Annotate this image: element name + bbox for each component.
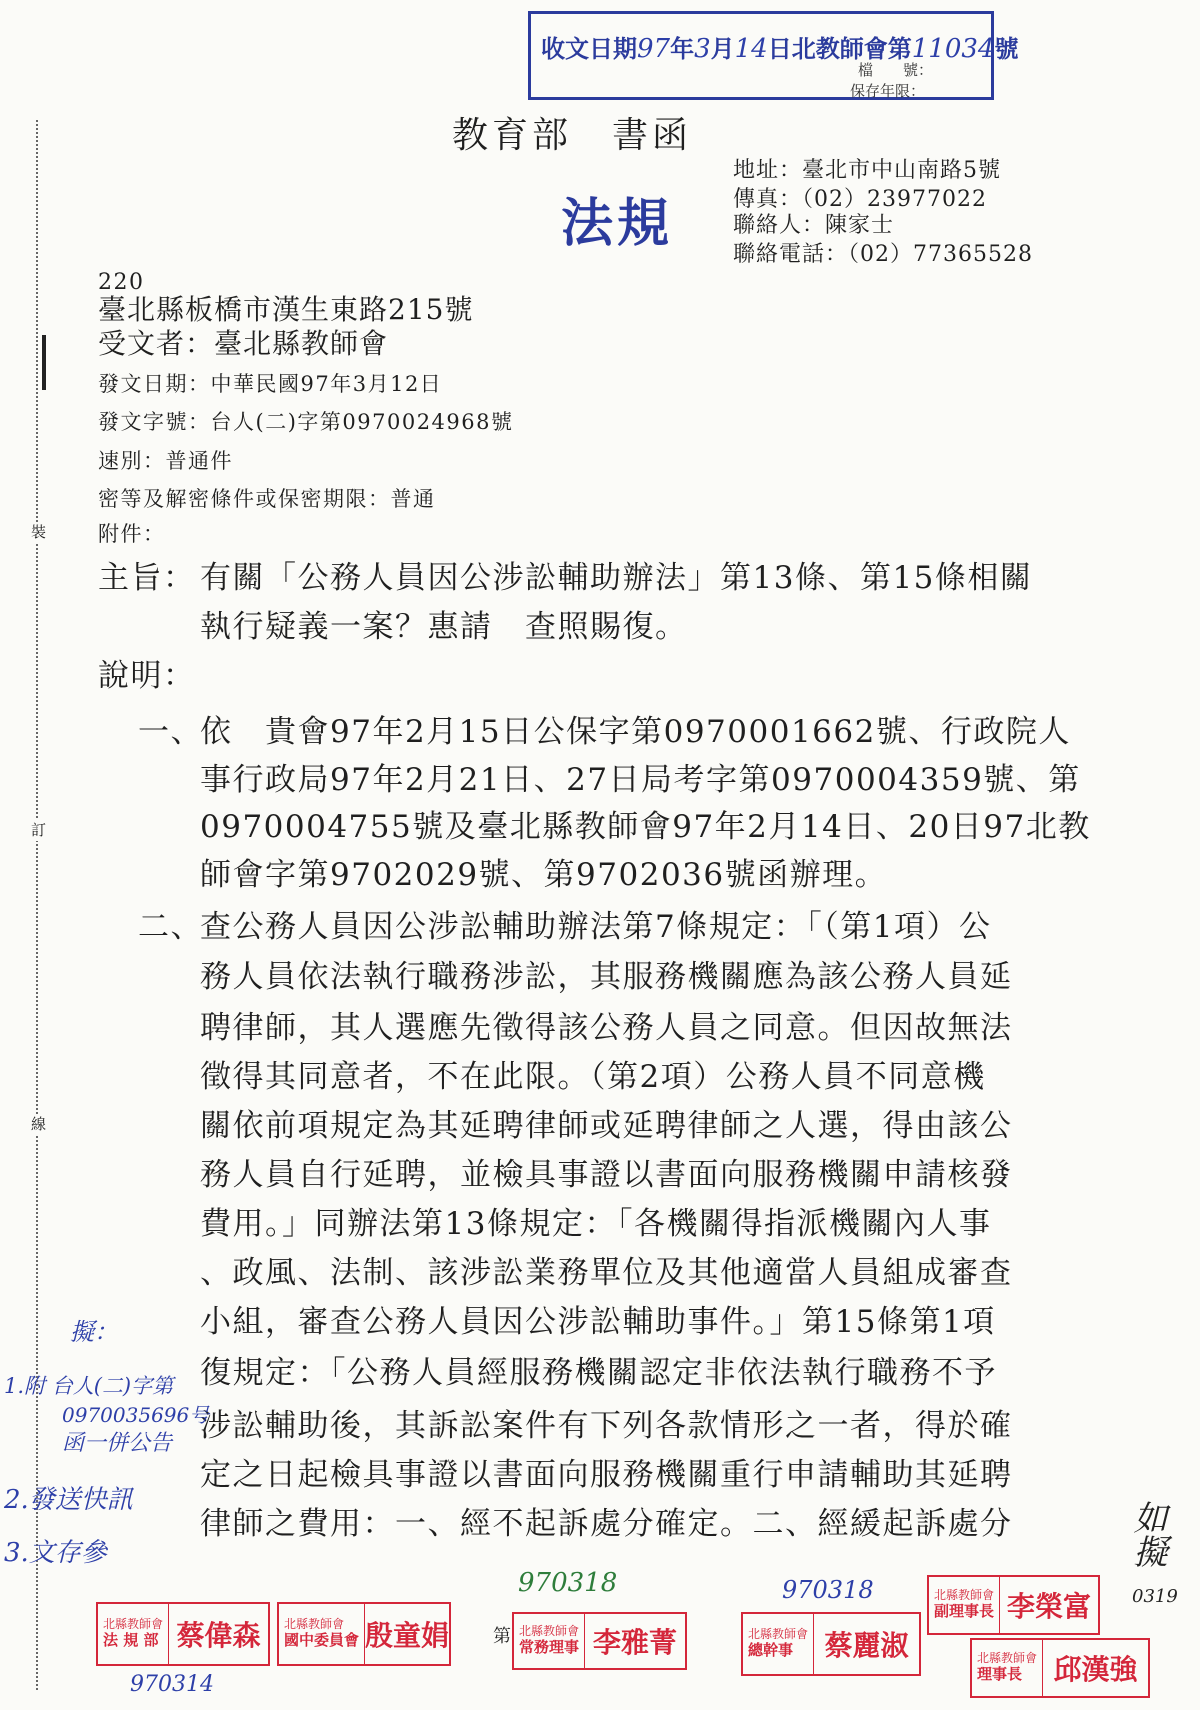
explanation-line: 0970004755號及臺北縣教師會97年2月14日、20日97北教 (200, 809, 1091, 845)
explanation-line: 事行政局97年2月21日、27日局考字第0970004359號、第 (200, 762, 1081, 798)
seal-junior-high-committee (277, 1602, 451, 1666)
retention-label: 保存年限： (850, 82, 926, 100)
seal-executive-director (512, 1612, 687, 1670)
binding-margin-top: 裝 (31, 523, 47, 541)
seal-role: 法 規 部 (103, 1631, 159, 1650)
seal-left (972, 1640, 1043, 1696)
seal-org: 北縣教師會 (977, 1651, 1038, 1666)
binding-margin-middle: 訂 (31, 821, 47, 839)
handwritten-note-item: 1.附 台人(二)字第 (4, 1374, 174, 1398)
page-footer: 第 (493, 1626, 511, 1647)
explanation-line: 師會字第9702029號、第9702036號函辦理。 (200, 857, 888, 893)
seal-org: 北縣教師會 (284, 1617, 345, 1632)
subject-line: 有關「公務人員因公涉訟輔助辦法」第13條、第15條相關 (200, 560, 1033, 596)
attachments-label: 附件： (98, 522, 166, 546)
receipt-label: 收文日期 (541, 34, 637, 63)
handwritten-note-heading: 擬： (70, 1318, 118, 1346)
seal-name: 蔡偉森 (176, 1619, 261, 1652)
seal-left (514, 1614, 585, 1668)
recipient-name: 受文者：臺北縣教師會 (98, 327, 389, 360)
seal-left (929, 1577, 1000, 1633)
seal-left (279, 1604, 365, 1664)
seal-org: 北縣教師會 (103, 1617, 164, 1632)
issue-date: 發文日期：中華民國97年3月12日 (98, 372, 443, 396)
explanation-line: 務人員自行延聘，並檢具事證以書面向服務機關申請核發 (200, 1157, 1013, 1193)
handwritten-date-center: 970318 (518, 1568, 618, 1598)
seal-org: 北縣教師會 (934, 1588, 995, 1603)
sender-phone: 聯絡電話：（02）77365528 (733, 242, 1033, 267)
receipt-year-unit: 年 (670, 34, 695, 63)
receipt-org: 日北教師會第 (767, 34, 912, 63)
seal-role: 理事長 (977, 1665, 1023, 1684)
handwritten-date-secretary: 970318 (782, 1576, 874, 1604)
explanation-line: 涉訟輔助後，其訴訟案件有下列各款情形之一者，得於確 (200, 1408, 1013, 1444)
seal-legal-dept (96, 1602, 270, 1666)
explanation-label: 說明： (98, 658, 196, 694)
subject-line: 執行疑義一案？惠請 查照賜復。 (200, 609, 688, 645)
document-title: 教育部 書函 (452, 115, 693, 156)
seal-role: 常務理事 (519, 1638, 580, 1657)
receipt-year: 97 (637, 34, 671, 64)
seal-vice-chairman (927, 1575, 1100, 1635)
explanation-line: 徵得其同意者，不在此限。（第2項）公務人員不同意機 (200, 1059, 986, 1095)
receipt-month-unit: 月 (710, 34, 735, 63)
receipt-month: 3 (694, 34, 711, 64)
receipt-day: 14 (734, 34, 768, 64)
explanation-line: 定之日起檢具事證以書面向服務機關重行申請輔助其延聘 (200, 1457, 1013, 1493)
seal-name: 蔡麗淑 (824, 1629, 909, 1662)
recipient-address: 臺北縣板橋市漢生東路215號 (98, 293, 474, 326)
explanation-line: 費用。」同辦法第13條規定：「各機關得指派機關內人事 (200, 1206, 992, 1242)
binding-margin-bottom: 線 (31, 1115, 47, 1133)
handwritten-date-legal: 970314 (130, 1672, 214, 1697)
file-number-label: 檔 號： (858, 61, 934, 79)
seal-left (743, 1614, 814, 1674)
seal-org: 北縣教師會 (748, 1627, 809, 1642)
seal-role: 副理事長 (934, 1602, 995, 1621)
explanation-line: 務人員依法執行職務涉訟，其服務機關應為該公務人員延 (200, 959, 1013, 995)
seal-name: 李雅菁 (593, 1626, 678, 1659)
subject-label: 主旨： (98, 560, 196, 596)
binding-margin-rule (36, 120, 38, 1690)
sender-address: 地址：臺北市中山南路5號 (733, 158, 1001, 183)
explanation-line: 查公務人員因公涉訟輔助辦法第7條規定：「（第1項）公 (200, 909, 992, 945)
explanation-line: 聘律師，其人選應先徵得該公務人員之同意。但因故無法 (200, 1010, 1013, 1046)
receipt-number: 11034 (911, 34, 995, 64)
seal-left (98, 1604, 169, 1664)
explanation-line: 律師之費用：一、經不起訴處分確定。二、經緩起訴處分 (200, 1506, 1013, 1542)
margin-mark (42, 335, 46, 390)
approval-date: 0319 (1132, 1586, 1178, 1607)
explanation-line: 依 貴會97年2月15日公保字第0970001662號、行政院人 (200, 714, 1071, 750)
seal-name: 李榮富 (1007, 1590, 1092, 1623)
delivery-speed: 速別：普通件 (98, 449, 233, 473)
handwritten-note-item: 3.文存參 (4, 1538, 107, 1568)
explanation-line: 復規定：「公務人員經服務機關認定非依法執行職務不予 (200, 1355, 997, 1391)
seal-role: 國中委員會 (284, 1631, 360, 1650)
explanation-line: 關依前項規定為其延聘律師或延聘律師之人選，得由該公 (200, 1108, 1013, 1144)
recipient-zip: 220 (98, 270, 145, 295)
receipt-number-unit: 號 (994, 34, 1019, 63)
explanation-line: 、政風、法制、該涉訟業務單位及其他適當人員組成審查 (200, 1255, 1013, 1291)
sender-fax: 傳真：（02）23977022 (733, 187, 987, 212)
receipt-stamp-text (541, 36, 1018, 62)
seal-name: 邱漢強 (1053, 1653, 1138, 1686)
reference-number: 發文字號：台人(二)字第0970024968號 (98, 410, 514, 434)
seal-org: 北縣教師會 (519, 1624, 580, 1639)
seal-chairman (970, 1638, 1150, 1698)
sender-contact: 聯絡人：陳家士 (733, 213, 895, 238)
handwritten-note-item: 0970035696号 (62, 1403, 210, 1427)
explanation-item-marker: 一、 (138, 714, 203, 750)
security-level: 密等及解密條件或保密期限：普通 (98, 487, 436, 511)
seal-name: 殷童娟 (365, 1619, 450, 1652)
handwritten-note-item: 函一併公告 (62, 1431, 173, 1456)
category-stamp: 法規 (561, 193, 674, 254)
approval-mark: 如擬 (1127, 1500, 1167, 1568)
explanation-line: 小組，審查公務人員因公涉訟輔助事件。」第15條第1項 (200, 1304, 996, 1340)
seal-secretary-general (741, 1612, 921, 1676)
handwritten-note-item: 2.發送快訊 (4, 1485, 133, 1515)
explanation-item-marker: 二、 (138, 909, 203, 945)
seal-role: 總幹事 (748, 1641, 794, 1660)
